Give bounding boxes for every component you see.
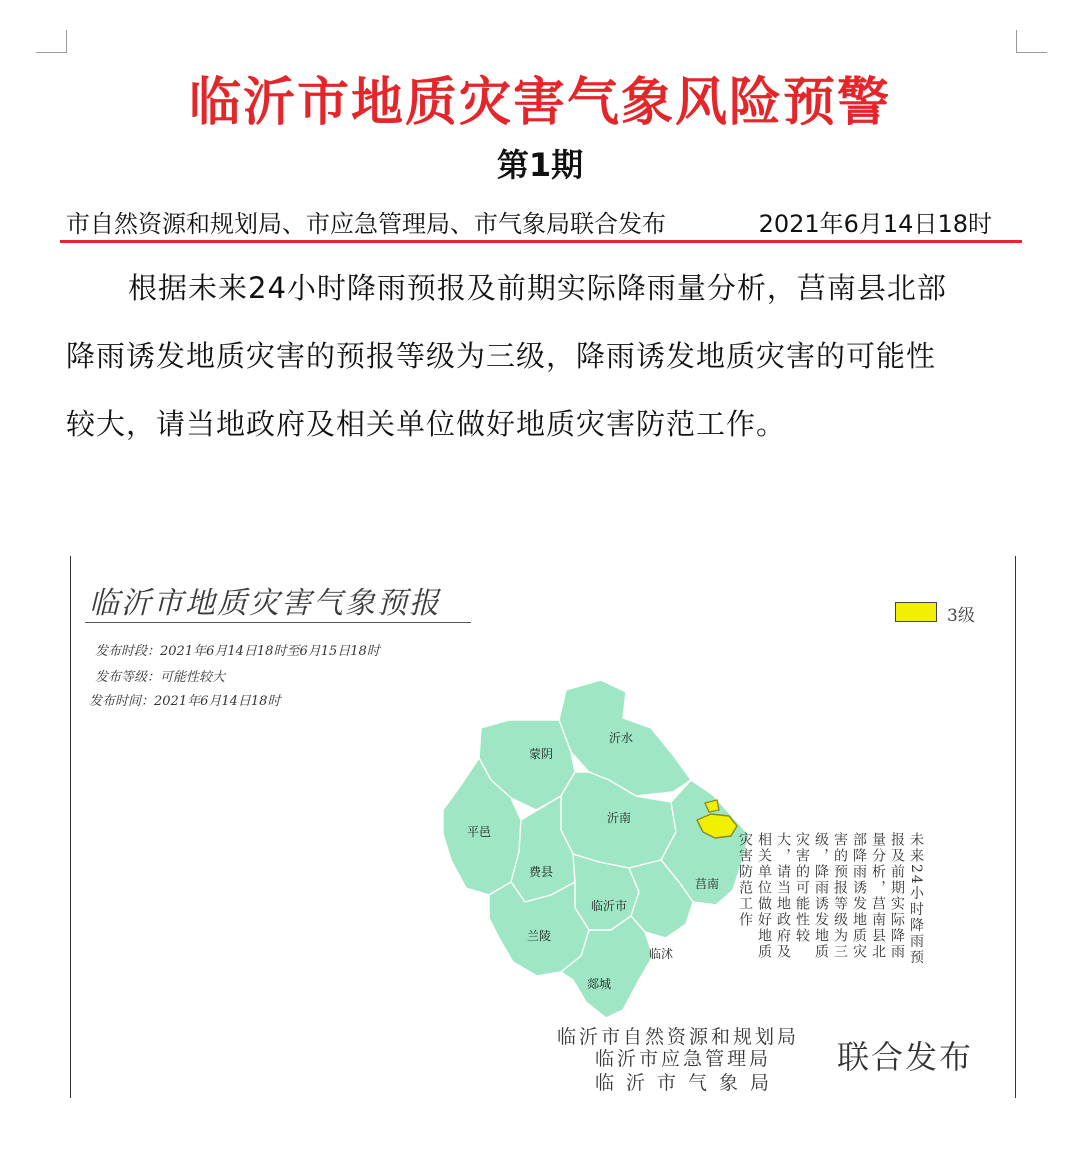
legend-label: 3级	[947, 606, 975, 626]
figure-publisher: 临沂市自然资源和规划局	[557, 1026, 800, 1048]
figure-vertical-text: 未来24小时降雨预报及前期实际降雨量分析，莒南县北部降雨诱发地质灾害的预报等级为三级，降雨诱发地质灾害的可能性较大，请当地政府及相关单位做好地质灾害防范工作	[737, 832, 924, 966]
map-label-tancheng: 郯城	[587, 977, 612, 991]
figure-title: 临沂市地质灾害气象预报	[89, 586, 441, 621]
linyi-map	[361, 620, 781, 1040]
forecast-map-figure	[70, 556, 1016, 1098]
map-label-yishui: 沂水	[609, 731, 634, 745]
figure-joint-label: 联合发布	[837, 1038, 974, 1076]
figure-issued: 发布时间：2021年6月14日18时	[89, 694, 281, 709]
paragraph-line: 根据未来24小时降雨预报及前期实际降雨量分析，莒南县北部	[128, 271, 947, 305]
red-divider	[60, 240, 1022, 243]
page-corner-mark-right	[1016, 30, 1047, 53]
paragraph-line: 降雨诱发地质灾害的预报等级为三级，降雨诱发地质灾害的可能性	[66, 339, 937, 373]
figure-period: 发布时段：2021年6月14日18时至6月15日18时	[95, 644, 380, 659]
map-label-yinan: 沂南	[607, 811, 632, 825]
map-label-linyi-city: 临沂市	[591, 899, 628, 913]
page-corner-mark-left	[36, 30, 67, 53]
publisher-text: 市自然资源和规划局、市应急管理局、市气象局联合发布	[66, 210, 666, 238]
map-label-feixian: 费县	[529, 865, 554, 879]
map-label-linshu: 临沭	[649, 947, 674, 961]
document-title: 临沂市地质灾害气象风险预警	[188, 73, 891, 133]
publish-datetime: 2021年6月14日18时	[758, 210, 992, 238]
legend-swatch	[895, 602, 937, 622]
issue-number: 第1期	[496, 146, 584, 184]
paragraph-line: 较大，请当地政府及相关单位做好地质灾害防范工作。	[66, 407, 787, 441]
map-label-pingyi: 平邑	[467, 825, 492, 839]
figure-publisher: 临沂市气象局	[595, 1072, 782, 1094]
map-label-junan: 莒南	[695, 877, 720, 891]
map-label-mengyin: 蒙阴	[529, 747, 554, 761]
map-label-lanling: 兰陵	[527, 929, 552, 943]
publisher-line	[66, 204, 1026, 238]
figure-level: 发布等级：可能性较大	[95, 670, 226, 685]
figure-publisher: 临沂市应急管理局	[595, 1048, 772, 1070]
